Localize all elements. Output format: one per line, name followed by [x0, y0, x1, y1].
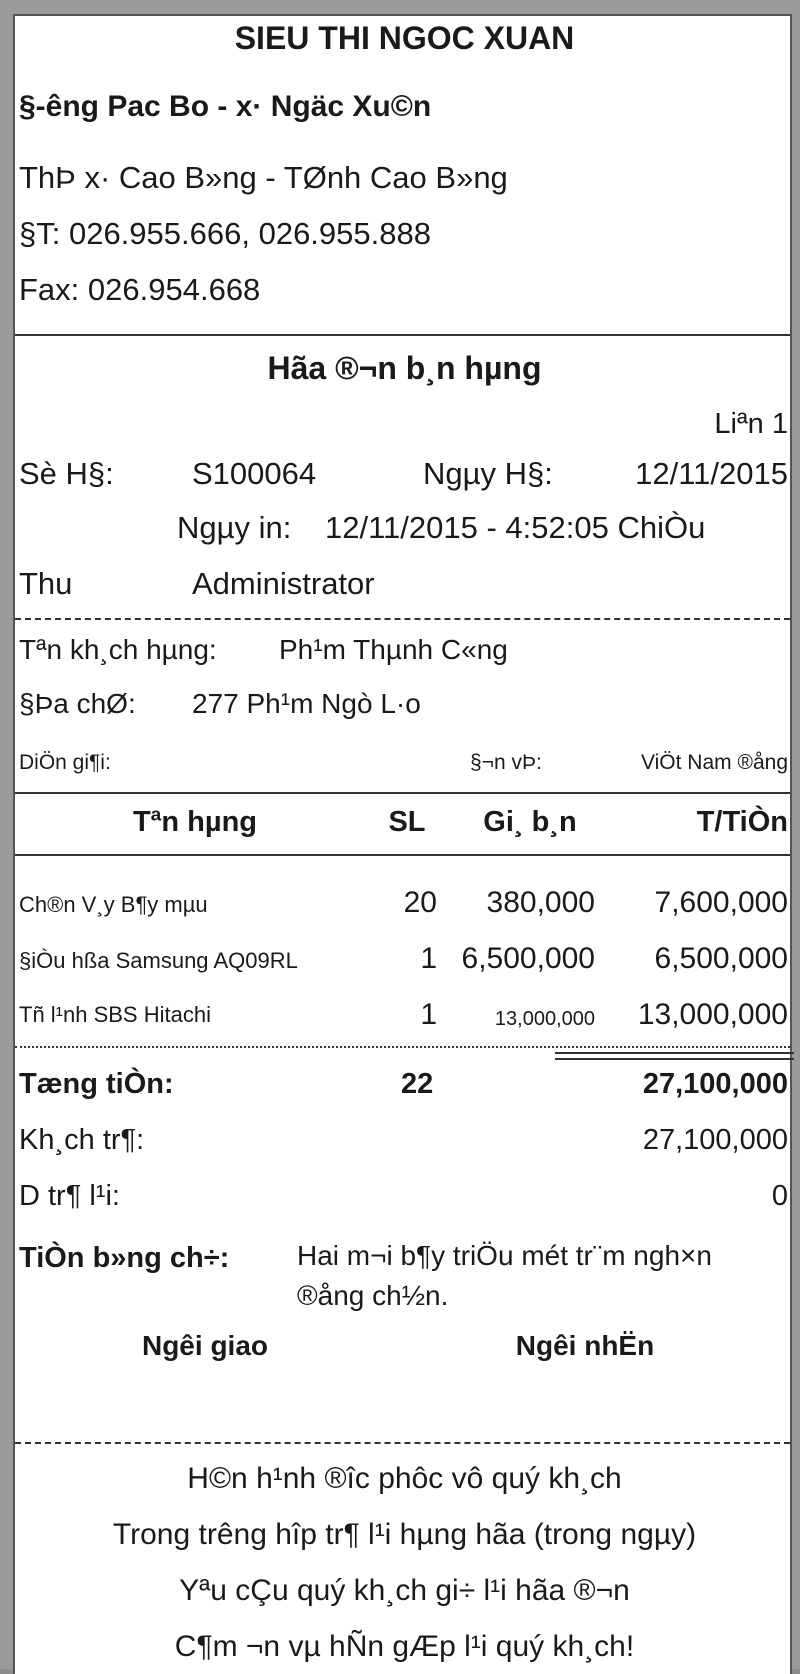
signature-receiver: Ngêi nhËn [515, 1330, 655, 1361]
row-qty: 20 [403, 886, 437, 919]
divider [15, 1442, 790, 1444]
row-item-name: Tñ l¹nh SBS Hitachi [19, 1002, 211, 1027]
column-header-total: T/TiÒn [696, 806, 788, 838]
cashier-label: Thu [19, 566, 73, 601]
double-underline [555, 1052, 794, 1060]
row-price: 380,000 [486, 886, 595, 919]
customer-name-label: Tªn kh¸ch hµng: [19, 634, 217, 665]
signature-giver: Ngêi giao [141, 1330, 268, 1361]
column-header-price: Gi¸ b¸n [483, 806, 577, 838]
footer-line2: Trong trêng hîp tr¶ l¹i hµng hãa (trong ngµy) [112, 1518, 697, 1551]
divider [15, 618, 790, 620]
row-qty: 1 [420, 942, 437, 975]
amount-in-words-line2: ®ång ch½n. [297, 1280, 449, 1311]
row-price: 6,500,000 [461, 942, 595, 975]
total-label: Tæng tiÒn: [19, 1068, 174, 1100]
customer-note-label: DiÖn gi¶i: [19, 751, 111, 774]
column-header-name: Tªn hµng [132, 806, 258, 838]
footer-line4: C¶m ¬n vµ hÑn gÆp l¹i quý kh¸ch! [174, 1630, 635, 1663]
divider [15, 334, 790, 336]
cashier-name: Administrator [192, 566, 375, 601]
paid-label: Kh¸ch tr¶: [19, 1124, 145, 1156]
column-header-qty: SL [388, 806, 426, 838]
row-qty: 1 [420, 998, 437, 1031]
paid-amount: 27,100,000 [642, 1124, 788, 1156]
invoice-date: 12/11/2015 [635, 456, 788, 491]
store-fax: Fax: 026.954.668 [19, 272, 261, 307]
print-date-label: Ngµy in: [177, 510, 292, 545]
divider [15, 792, 790, 794]
store-phone: §T: 026.955.666, 026.955.888 [19, 216, 431, 251]
customer-name: Ph¹m Thµnh C«ng [279, 634, 508, 665]
receipt [13, 14, 792, 1674]
change-label: D tr¶ l¹i: [19, 1180, 120, 1212]
total-amount: 27,100,000 [642, 1068, 788, 1100]
invoice-date-label: Ngµy H§: [423, 456, 553, 491]
divider [15, 1046, 790, 1048]
customer-address-label: §Þa chØ: [19, 688, 136, 719]
invoice-title: Hãa ®¬n b¸n hµng [267, 350, 542, 386]
row-item-name: §iÒu hßa Samsung AQ09RL [19, 948, 298, 973]
invoice-number: S100064 [192, 456, 317, 491]
footer-line1: H©n h¹nh ®îc phôc vô quý kh¸ch [187, 1462, 622, 1495]
row-total: 6,500,000 [654, 942, 788, 975]
customer-address: 277 Ph¹m Ngò L·o [192, 688, 421, 719]
row-price: 13,000,000 [494, 1008, 595, 1030]
footer-line3: Yªu cÇu quý kh¸ch gi÷ l¹i hãa ®¬n [179, 1574, 630, 1607]
print-date: 12/11/2015 - 4:52:05 ChiÒu [325, 510, 706, 545]
amount-in-words-label: TiÒn b»ng ch÷: [19, 1242, 230, 1274]
row-total: 7,600,000 [654, 886, 788, 919]
total-qty: 22 [401, 1068, 434, 1100]
row-item-name: Ch®n V¸y B¶y mµu [19, 892, 208, 917]
currency-value: ViÖt Nam ®ång [641, 751, 788, 774]
divider [15, 854, 790, 856]
store-name: SIEU THI NGOC XUAN [234, 20, 575, 56]
row-total: 13,000,000 [637, 998, 788, 1031]
store-street: §-êng Pac Bo - x· Ngäc Xu©n [19, 90, 432, 123]
invoice-number-label: Sè H§: [19, 456, 114, 491]
amount-in-words-line1: Hai m¬i b¶y triÖu mét tr¨m ngh×n [297, 1240, 712, 1271]
currency-label: §¬n vÞ: [470, 751, 542, 774]
invoice-copy: Liªn 1 [714, 408, 788, 440]
change-amount: 0 [771, 1180, 788, 1212]
store-city: ThÞ x· Cao B»ng - TØnh Cao B»ng [19, 160, 508, 195]
